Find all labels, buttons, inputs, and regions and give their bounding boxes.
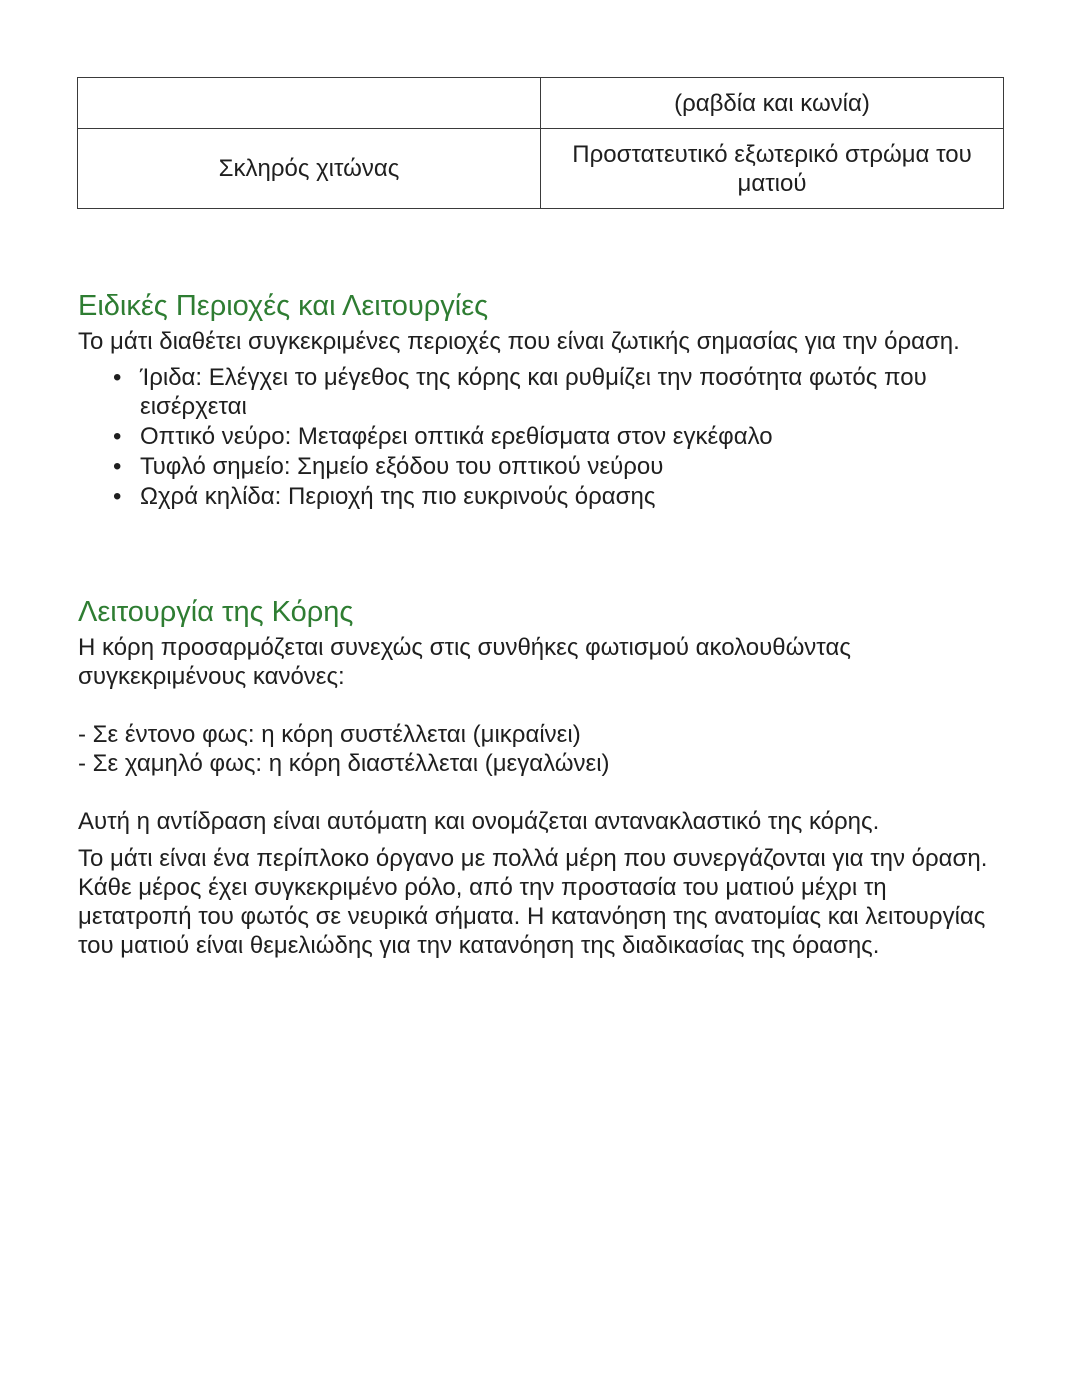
table-cell-part: Σκληρός χιτώνας — [78, 129, 541, 209]
bullet-icon: • — [113, 423, 122, 450]
section-special-areas — [78, 288, 1008, 512]
table-cell-function: (ραβδία και κωνία) — [541, 78, 1004, 129]
bullet-icon: • — [113, 453, 122, 480]
list-item-text: Τυφλό σημείο: Σημείο εξόδου του οπτικού νεύρου — [140, 453, 664, 480]
list-item — [113, 482, 1010, 511]
table-row — [78, 129, 1004, 209]
reflex-text: Αυτή η αντίδραση είναι αυτόματη και ονομάζεται αντανακλαστικό της κόρης. — [78, 808, 880, 835]
special-areas-list — [78, 363, 1010, 511]
table-cell-function: Προστατευτικό εξωτερικό στρώμα του ματιού — [541, 129, 1004, 209]
section-heading: Λειτουργία της Κόρης — [78, 596, 354, 628]
list-item — [113, 422, 1010, 451]
table-row — [78, 78, 1004, 129]
pupil-rule: - Σε έντονο φως: η κόρη συστέλλεται (μικραίνει) — [78, 721, 581, 748]
list-item-text: Ωχρά κηλίδα: Περιοχή της πιο ευκρινούς όρασης — [140, 483, 656, 510]
bullet-icon: • — [113, 483, 122, 510]
bullet-icon: • — [113, 364, 122, 391]
list-item-text: Οπτικό νεύρο: Μεταφέρει οπτικά ερεθίσματα στον εγκέφαλο — [140, 423, 773, 450]
section-pupil-function — [78, 594, 1008, 960]
table-cell-part — [78, 78, 541, 129]
pupil-rule: - Σε χαμηλό φως: η κόρη διαστέλλεται (μεγαλώνει) — [78, 750, 610, 777]
section-heading: Ειδικές Περιοχές και Λειτουργίες — [78, 290, 489, 322]
conclusion-text: Το μάτι είναι ένα περίπλοκο όργανο με πολλά μέρη που συνεργάζονται για την όραση. Κάθε μέρος έχει συγκεκριμένο ρόλο, από την προστασία του ματιού μέχρι τη μετατροπή του φωτός σε νευρικά σήματα. Η κατανόηση της ανατομίας και λειτουργίας του ματιού είναι θεμελιώδης για την κατανόηση της διαδικασίας της όρασης. — [78, 845, 988, 959]
list-item — [113, 452, 1010, 481]
eye-parts-table — [77, 77, 1004, 209]
list-item — [113, 363, 1010, 421]
list-item-text: Ίριδα: Ελέγχει το μέγεθος της κόρης και ρυθμίζει την ποσότητα φωτός που εισέρχεται — [140, 364, 927, 420]
section-intro: Το μάτι διαθέτει συγκεκριμένες περιοχές που είναι ζωτικής σημασίας για την όραση. — [78, 328, 960, 355]
section-intro: Η κόρη προσαρμόζεται συνεχώς στις συνθήκες φωτισμού ακολουθώντας συγκεκριμένους κανόνες: — [78, 634, 851, 690]
